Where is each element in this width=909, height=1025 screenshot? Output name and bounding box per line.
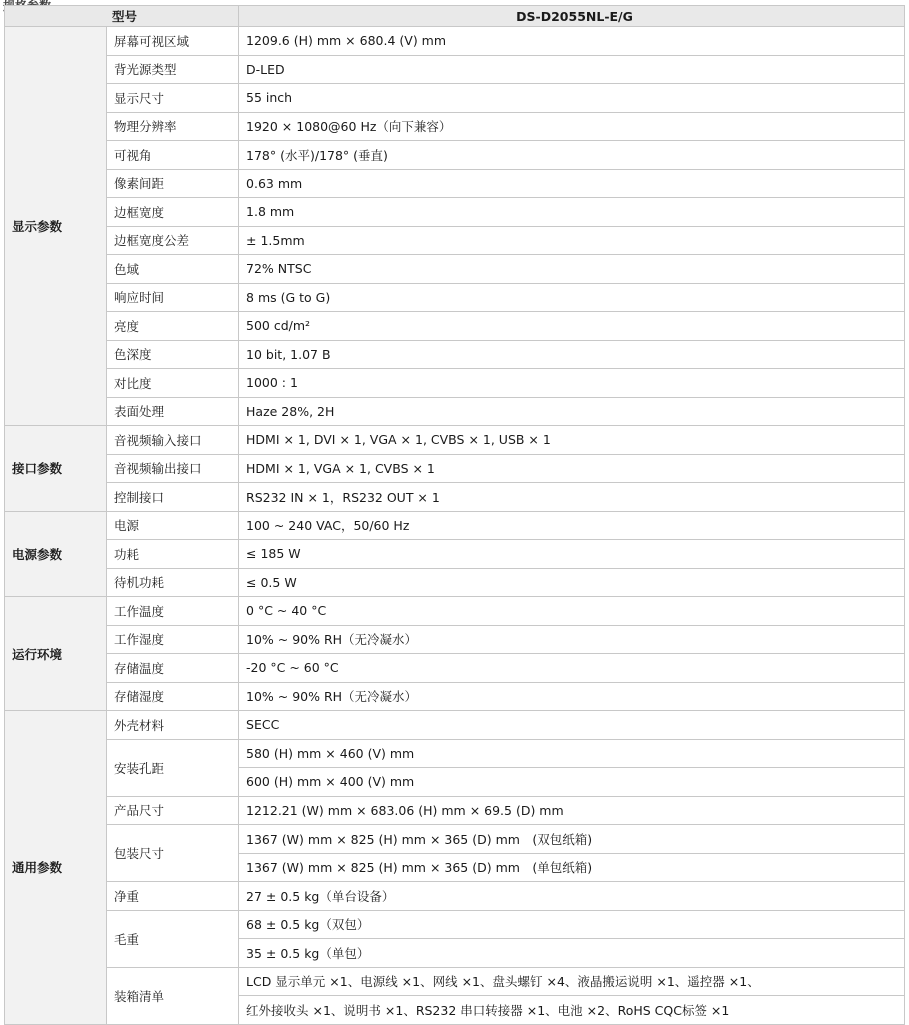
spec-table <box>4 5 905 1025</box>
param-value: 68 ± 0.5 kg（双包） <box>239 910 905 939</box>
param-value: 10 bit, 1.07 B <box>239 340 905 369</box>
param-value: LCD 显示单元 ×1、电源线 ×1、网线 ×1、盘头螺钉 ×4、液晶搬运说明 ×1、遥控器 ×1、 <box>239 967 905 996</box>
table-row <box>5 483 905 512</box>
param-value: 1000 : 1 <box>239 369 905 398</box>
param-value: 0.63 mm <box>239 169 905 198</box>
param-value: 35 ± 0.5 kg（单包） <box>239 939 905 968</box>
param-name: 存储湿度 <box>107 682 239 711</box>
param-name: 响应时间 <box>107 283 239 312</box>
param-name: 表面处理 <box>107 397 239 426</box>
table-row <box>5 198 905 227</box>
param-value: D-LED <box>239 55 905 84</box>
param-name: 安装孔距 <box>107 739 239 796</box>
table-row <box>5 27 905 56</box>
header-model: DS-D2055NL-E/G <box>239 6 905 27</box>
param-value: 10% ~ 90% RH（无冷凝水） <box>239 625 905 654</box>
param-name: 屏幕可视区域 <box>107 27 239 56</box>
table-row <box>5 654 905 683</box>
param-value: 1367 (W) mm × 825 (H) mm × 365 (D) mm (单包纸箱) <box>239 853 905 882</box>
param-name: 物理分辨率 <box>107 112 239 141</box>
param-name: 显示尺寸 <box>107 84 239 113</box>
param-value: 8 ms (G to G) <box>239 283 905 312</box>
table-row <box>5 625 905 654</box>
param-value: 红外接收头 ×1、说明书 ×1、RS232 串口转接器 ×1、电池 ×2、RoHS CQC标签 ×1 <box>239 996 905 1025</box>
param-name: 电源 <box>107 511 239 540</box>
param-value: 1212.21 (W) mm × 683.06 (H) mm × 69.5 (D) mm <box>239 796 905 825</box>
group-label: 显示参数 <box>5 27 107 426</box>
table-row <box>5 910 905 939</box>
param-value: 178° (水平)/178° (垂直) <box>239 141 905 170</box>
param-name: 可视角 <box>107 141 239 170</box>
group-label: 接口参数 <box>5 426 107 512</box>
param-name: 边框宽度公差 <box>107 226 239 255</box>
param-value: SECC <box>239 711 905 740</box>
param-name: 边框宽度 <box>107 198 239 227</box>
param-value: 0 °C ~ 40 °C <box>239 597 905 626</box>
param-value: 600 (H) mm × 400 (V) mm <box>239 768 905 797</box>
table-row <box>5 511 905 540</box>
table-row <box>5 882 905 911</box>
param-value: 580 (H) mm × 460 (V) mm <box>239 739 905 768</box>
table-row <box>5 825 905 854</box>
param-name: 净重 <box>107 882 239 911</box>
param-value: RS232 IN × 1，RS232 OUT × 1 <box>239 483 905 512</box>
param-name: 外壳材料 <box>107 711 239 740</box>
table-row <box>5 84 905 113</box>
param-name: 存储温度 <box>107 654 239 683</box>
table-row <box>5 711 905 740</box>
param-value: ≤ 185 W <box>239 540 905 569</box>
param-name: 背光源类型 <box>107 55 239 84</box>
table-row <box>5 540 905 569</box>
table-row <box>5 369 905 398</box>
param-name: 音视频输入接口 <box>107 426 239 455</box>
table-row <box>5 739 905 768</box>
param-name: 包装尺寸 <box>107 825 239 882</box>
spec-table-body <box>5 6 905 1025</box>
param-value: 1.8 mm <box>239 198 905 227</box>
param-name: 像素间距 <box>107 169 239 198</box>
param-value: 1920 × 1080@60 Hz（向下兼容） <box>239 112 905 141</box>
param-name: 工作温度 <box>107 597 239 626</box>
param-name: 控制接口 <box>107 483 239 512</box>
table-row <box>5 141 905 170</box>
table-row <box>5 112 905 141</box>
group-label: 运行环境 <box>5 597 107 711</box>
param-value: HDMI × 1, VGA × 1, CVBS × 1 <box>239 454 905 483</box>
table-row <box>5 283 905 312</box>
param-name: 待机功耗 <box>107 568 239 597</box>
param-value: Haze 28%, 2H <box>239 397 905 426</box>
table-row <box>5 796 905 825</box>
table-row <box>5 397 905 426</box>
header-row <box>5 6 905 27</box>
table-row <box>5 454 905 483</box>
param-name: 产品尺寸 <box>107 796 239 825</box>
param-value: 55 inch <box>239 84 905 113</box>
table-row <box>5 340 905 369</box>
param-name: 色域 <box>107 255 239 284</box>
param-value: 1367 (W) mm × 825 (H) mm × 365 (D) mm (双包纸箱) <box>239 825 905 854</box>
param-value: 100 ~ 240 VAC，50/60 Hz <box>239 511 905 540</box>
header-label: 型号 <box>5 6 239 27</box>
param-value: 1209.6 (H) mm × 680.4 (V) mm <box>239 27 905 56</box>
param-name: 亮度 <box>107 312 239 341</box>
table-row <box>5 568 905 597</box>
param-value: 500 cd/m² <box>239 312 905 341</box>
table-row <box>5 426 905 455</box>
param-name: 工作湿度 <box>107 625 239 654</box>
param-value: -20 °C ~ 60 °C <box>239 654 905 683</box>
table-row <box>5 597 905 626</box>
param-name: 对比度 <box>107 369 239 398</box>
param-name: 色深度 <box>107 340 239 369</box>
table-row <box>5 55 905 84</box>
table-row <box>5 255 905 284</box>
param-value: 27 ± 0.5 kg（单台设备） <box>239 882 905 911</box>
table-row <box>5 967 905 996</box>
param-name: 装箱清单 <box>107 967 239 1024</box>
param-value: 10% ~ 90% RH（无冷凝水） <box>239 682 905 711</box>
table-row <box>5 169 905 198</box>
table-row <box>5 312 905 341</box>
table-row <box>5 226 905 255</box>
param-name: 功耗 <box>107 540 239 569</box>
param-name: 音视频输出接口 <box>107 454 239 483</box>
param-value: 72% NTSC <box>239 255 905 284</box>
param-value: HDMI × 1, DVI × 1, VGA × 1, CVBS × 1, USB × 1 <box>239 426 905 455</box>
param-value: ± 1.5mm <box>239 226 905 255</box>
param-name: 毛重 <box>107 910 239 967</box>
param-value: ≤ 0.5 W <box>239 568 905 597</box>
group-label: 电源参数 <box>5 511 107 597</box>
group-label: 通用参数 <box>5 711 107 1025</box>
table-row <box>5 682 905 711</box>
